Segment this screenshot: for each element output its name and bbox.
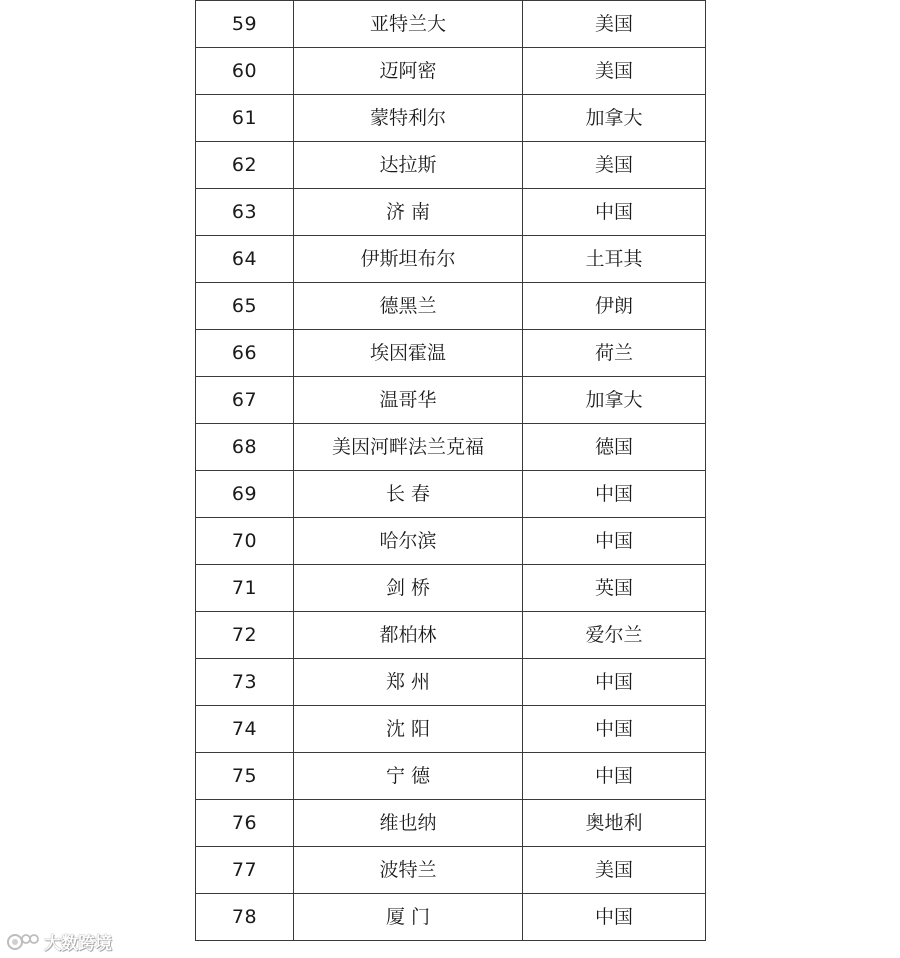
watermark bbox=[6, 928, 112, 954]
country-cell: 加拿大 bbox=[523, 377, 706, 424]
rank-cell: 61 bbox=[196, 95, 294, 142]
country-cell: 中国 bbox=[523, 471, 706, 518]
city-ranking-table bbox=[195, 0, 706, 941]
country-cell: 英国 bbox=[523, 565, 706, 612]
country-cell: 加拿大 bbox=[523, 95, 706, 142]
table-row bbox=[196, 753, 706, 800]
weibo-style-logo-icon bbox=[6, 930, 40, 952]
rank-cell: 69 bbox=[196, 471, 294, 518]
country-cell: 美国 bbox=[523, 48, 706, 95]
city-cell: 波特兰 bbox=[294, 847, 523, 894]
city-cell: 沈 阳 bbox=[294, 706, 523, 753]
ranking-table-container bbox=[195, 0, 705, 941]
table-row bbox=[196, 95, 706, 142]
rank-cell: 59 bbox=[196, 1, 294, 48]
rank-cell: 73 bbox=[196, 659, 294, 706]
table-row bbox=[196, 283, 706, 330]
table-row bbox=[196, 330, 706, 377]
table-body bbox=[196, 1, 706, 941]
rank-cell: 72 bbox=[196, 612, 294, 659]
city-cell: 达拉斯 bbox=[294, 142, 523, 189]
city-cell: 厦 门 bbox=[294, 894, 523, 941]
city-cell: 剑 桥 bbox=[294, 565, 523, 612]
rank-cell: 66 bbox=[196, 330, 294, 377]
rank-cell: 78 bbox=[196, 894, 294, 941]
table-row bbox=[196, 894, 706, 941]
city-cell: 埃因霍温 bbox=[294, 330, 523, 377]
table-row bbox=[196, 518, 706, 565]
table-row bbox=[196, 800, 706, 847]
rank-cell: 74 bbox=[196, 706, 294, 753]
table-row bbox=[196, 189, 706, 236]
table-row bbox=[196, 565, 706, 612]
table-row bbox=[196, 1, 706, 48]
rank-cell: 64 bbox=[196, 236, 294, 283]
country-cell: 伊朗 bbox=[523, 283, 706, 330]
country-cell: 中国 bbox=[523, 894, 706, 941]
rank-cell: 60 bbox=[196, 48, 294, 95]
city-cell: 美因河畔法兰克福 bbox=[294, 424, 523, 471]
table-row bbox=[196, 142, 706, 189]
country-cell: 中国 bbox=[523, 753, 706, 800]
city-cell: 宁 德 bbox=[294, 753, 523, 800]
country-cell: 美国 bbox=[523, 1, 706, 48]
rank-cell: 68 bbox=[196, 424, 294, 471]
country-cell: 爱尔兰 bbox=[523, 612, 706, 659]
country-cell: 中国 bbox=[523, 706, 706, 753]
city-cell: 亚特兰大 bbox=[294, 1, 523, 48]
city-cell: 维也纳 bbox=[294, 800, 523, 847]
rank-cell: 70 bbox=[196, 518, 294, 565]
rank-cell: 65 bbox=[196, 283, 294, 330]
rank-cell: 71 bbox=[196, 565, 294, 612]
country-cell: 中国 bbox=[523, 659, 706, 706]
city-cell: 迈阿密 bbox=[294, 48, 523, 95]
table-row bbox=[196, 377, 706, 424]
country-cell: 土耳其 bbox=[523, 236, 706, 283]
city-cell: 都柏林 bbox=[294, 612, 523, 659]
country-cell: 荷兰 bbox=[523, 330, 706, 377]
table-row bbox=[196, 706, 706, 753]
city-cell: 蒙特利尔 bbox=[294, 95, 523, 142]
city-cell: 哈尔滨 bbox=[294, 518, 523, 565]
table-row bbox=[196, 612, 706, 659]
country-cell: 中国 bbox=[523, 518, 706, 565]
rank-cell: 62 bbox=[196, 142, 294, 189]
country-cell: 奥地利 bbox=[523, 800, 706, 847]
watermark-text: 大数跨境 bbox=[44, 933, 112, 954]
country-cell: 美国 bbox=[523, 142, 706, 189]
table-row bbox=[196, 847, 706, 894]
country-cell: 美国 bbox=[523, 847, 706, 894]
rank-cell: 76 bbox=[196, 800, 294, 847]
rank-cell: 77 bbox=[196, 847, 294, 894]
city-cell: 德黑兰 bbox=[294, 283, 523, 330]
city-cell: 济 南 bbox=[294, 189, 523, 236]
country-cell: 中国 bbox=[523, 189, 706, 236]
table-row bbox=[196, 471, 706, 518]
table-row bbox=[196, 659, 706, 706]
rank-cell: 75 bbox=[196, 753, 294, 800]
rank-cell: 63 bbox=[196, 189, 294, 236]
rank-cell: 67 bbox=[196, 377, 294, 424]
city-cell: 长 春 bbox=[294, 471, 523, 518]
city-cell: 郑 州 bbox=[294, 659, 523, 706]
country-cell: 德国 bbox=[523, 424, 706, 471]
table-row bbox=[196, 48, 706, 95]
table-row bbox=[196, 236, 706, 283]
city-cell: 伊斯坦布尔 bbox=[294, 236, 523, 283]
table-row bbox=[196, 424, 706, 471]
city-cell: 温哥华 bbox=[294, 377, 523, 424]
